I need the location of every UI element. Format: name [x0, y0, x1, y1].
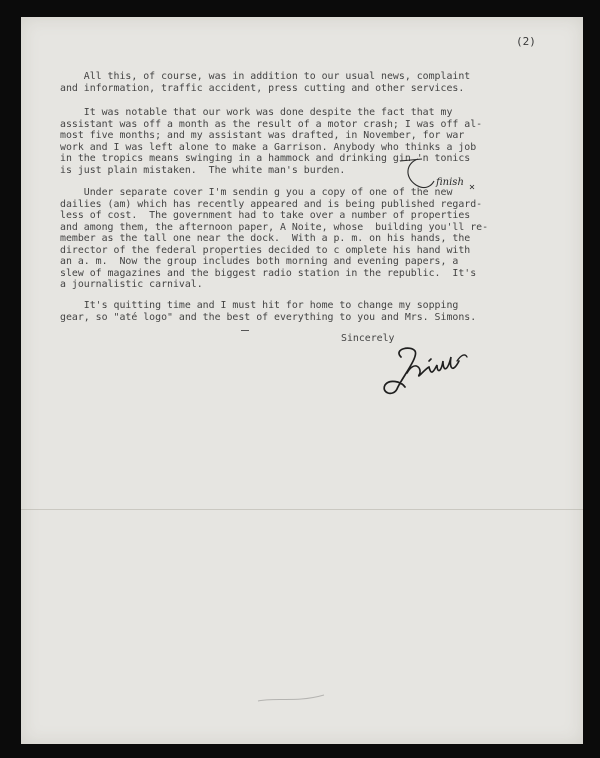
paragraph-newspapers: Under separate cover I'm sendin g you a copy of one of the new dailies (am) which has recently appeared and is being published regard- less of cost. The government had to take over a number of properties and among them, the afternoon paper, A Noite, whose building you'll re- member as the tall one near the dock. With a p. m. on his hands, the director of the federal properties decided to c omplete his hand with an a. m. Now the group includes both morning and evening papers, a slew of magazines and the biggest radio station in the republic. It's a journalistic carnival. — [60, 187, 489, 290]
paragraph-farewell: It's quitting time and I must hit for home to change my sopping gear, so "até logo" and the best of everything to you and Mrs. Simons. — [60, 300, 477, 323]
paragraph-staff: It was notable that our work was done despite the fact that my assistant was off a month as the result of a motor crash; I was off al- most five months; and my assistant was drafted, in November, for war work and I was left alone to make a Garrison. Anybody who thinks a job in the tropics means swinging in a hammock and drinking gin 'n tonics is just plain mistaken. The white man's burden. — [60, 107, 483, 176]
letter-page — [21, 17, 583, 744]
paper-mark — [256, 693, 326, 705]
paper-fold-line — [21, 509, 583, 510]
handwritten-correction — [396, 155, 476, 195]
correction-text: finish — [436, 177, 464, 188]
ink-mark — [241, 329, 249, 332]
handwritten-signature — [371, 339, 471, 401]
page-number: (2) — [516, 35, 536, 48]
paragraph-services: All this, of course, was in addition to our usual news, complaint and information, traffic accident, press cutting and other services. — [60, 71, 471, 94]
closing-salutation: Sincerely — [341, 333, 395, 344]
